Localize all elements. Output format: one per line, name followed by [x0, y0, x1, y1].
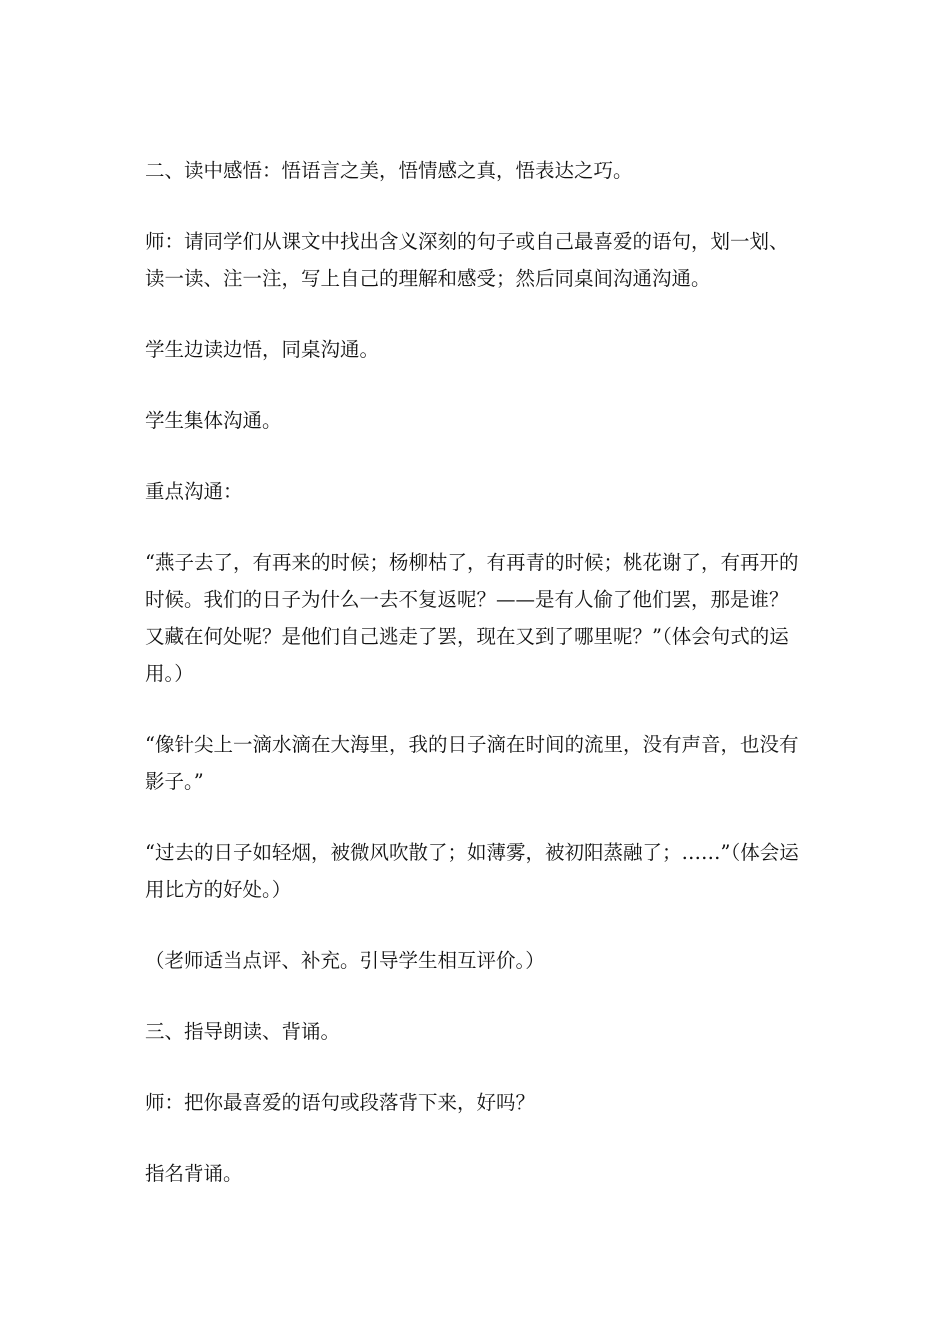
section-heading-recitation: 三、指导朗读、背诵。: [145, 1020, 341, 1043]
student-activity: 指名背诵。: [145, 1162, 243, 1185]
section-heading-reading-insight: 二、读中感悟：悟语言之美，悟情感之真，悟表达之巧。: [145, 159, 633, 182]
quote-paragraph: “像针尖上一滴水滴在大海里，我的日子滴在时间的流里，没有声音，也没有影子。”: [145, 733, 799, 793]
student-activity: 学生边读边悟，同桌沟通。: [145, 338, 380, 361]
quote-paragraph: “燕子去了，有再来的时候；杨柳枯了，有再青的时候；桃花谢了，有再开的时候。我们的日子为什么一去不复返呢？——是有人偷了他们罢，那是谁？又藏在何处呢？是他们自己逃走了罢，现在又到了哪里呢？”（体会句式的运用。）: [145, 551, 799, 685]
teacher-instruction: 师：把你最喜爱的语句或段落背下来，好吗？: [145, 1091, 536, 1114]
key-discussion-label: 重点沟通：: [145, 480, 243, 503]
teacher-note: （老师适当点评、补充。引导学生相互评价。）: [145, 949, 545, 972]
student-activity: 学生集体沟通。: [145, 409, 282, 432]
teacher-instruction: 师：请同学们从课文中找出含义深刻的句子或自己最喜爱的语句，划一划、读一读、注一注，写上自己的理解和感受；然后同桌间沟通沟通。: [145, 230, 789, 290]
document-body: [145, 152, 805, 1226]
quote-paragraph: “过去的日子如轻烟，被微风吹散了；如薄雾，被初阳蒸融了；……”（体会运用比方的好处。）: [145, 841, 799, 901]
